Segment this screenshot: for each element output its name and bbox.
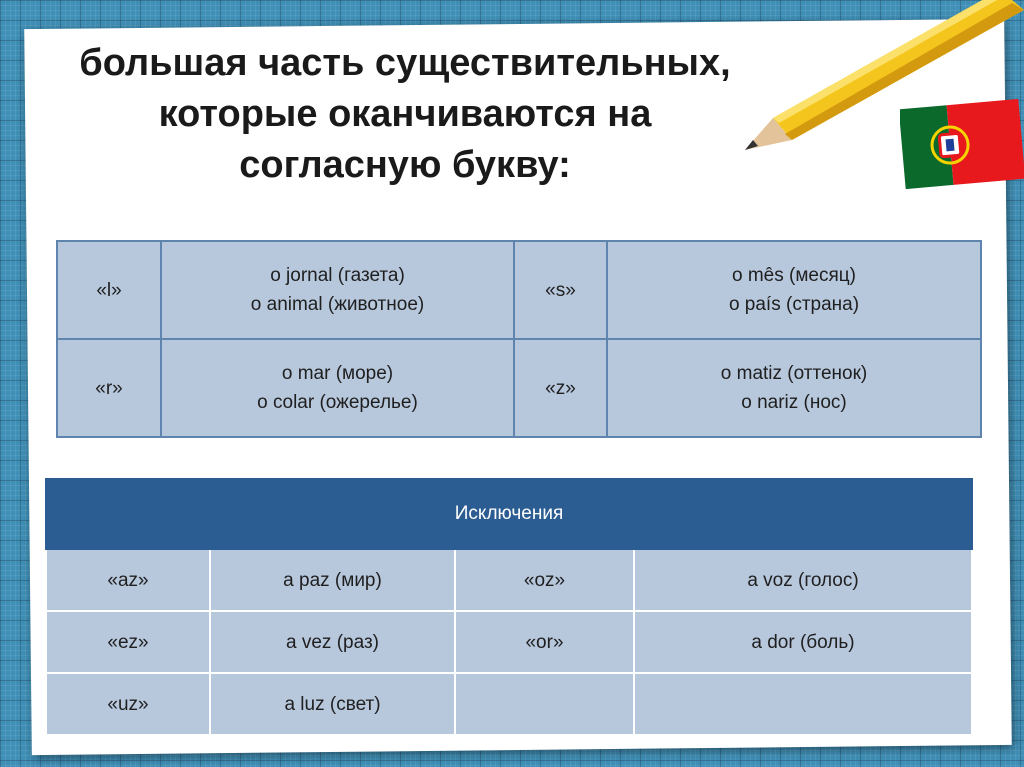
example-cell xyxy=(161,339,514,437)
table-row xyxy=(46,673,972,735)
example-line: o país (страна) xyxy=(728,294,860,315)
empty-cell xyxy=(634,673,972,735)
table-row xyxy=(57,339,981,437)
table-row xyxy=(46,549,972,611)
portugal-flag-icon xyxy=(900,96,1024,192)
empty-cell xyxy=(455,673,634,735)
ending-cell: «az» xyxy=(46,549,210,611)
ending-cell: «or» xyxy=(455,611,634,673)
exceptions-header: Исключения xyxy=(46,479,972,549)
example-line: o matiz (оттенок) xyxy=(720,363,868,384)
ending-cell: «oz» xyxy=(455,549,634,611)
title-line-3: согласную букву: xyxy=(239,144,571,186)
example-line: o nariz (нос) xyxy=(741,392,847,413)
table-row xyxy=(57,241,981,339)
ending-cell: «l» xyxy=(57,241,161,339)
ending-cell: «s» xyxy=(514,241,607,339)
ending-cell: «ez» xyxy=(46,611,210,673)
ending-cell: «z» xyxy=(514,339,607,437)
word-cell: a luz (свет) xyxy=(210,673,455,735)
example-line: o colar (ожерелье) xyxy=(257,392,418,413)
example-line: o jornal (газета) xyxy=(270,265,405,286)
word-cell: a dor (боль) xyxy=(634,611,972,673)
table-row xyxy=(46,611,972,673)
slide-title xyxy=(40,38,770,191)
example-line: o mês (месяц) xyxy=(732,265,856,286)
example-cell xyxy=(161,241,514,339)
title-line-2: которые оканчиваются на xyxy=(158,93,652,135)
word-cell: a voz (голос) xyxy=(634,549,972,611)
endings-table xyxy=(56,240,982,438)
example-cell xyxy=(607,241,981,339)
ending-cell: «r» xyxy=(57,339,161,437)
ending-cell: «uz» xyxy=(46,673,210,735)
example-line: o animal (животное) xyxy=(250,294,425,315)
word-cell: a vez (раз) xyxy=(210,611,455,673)
example-cell xyxy=(607,339,981,437)
word-cell: a paz (мир) xyxy=(210,549,455,611)
title-line-1: большая часть существительных, xyxy=(79,42,731,84)
example-line: o mar (море) xyxy=(281,363,394,384)
exceptions-table xyxy=(45,478,973,736)
table-header-row xyxy=(46,479,972,549)
